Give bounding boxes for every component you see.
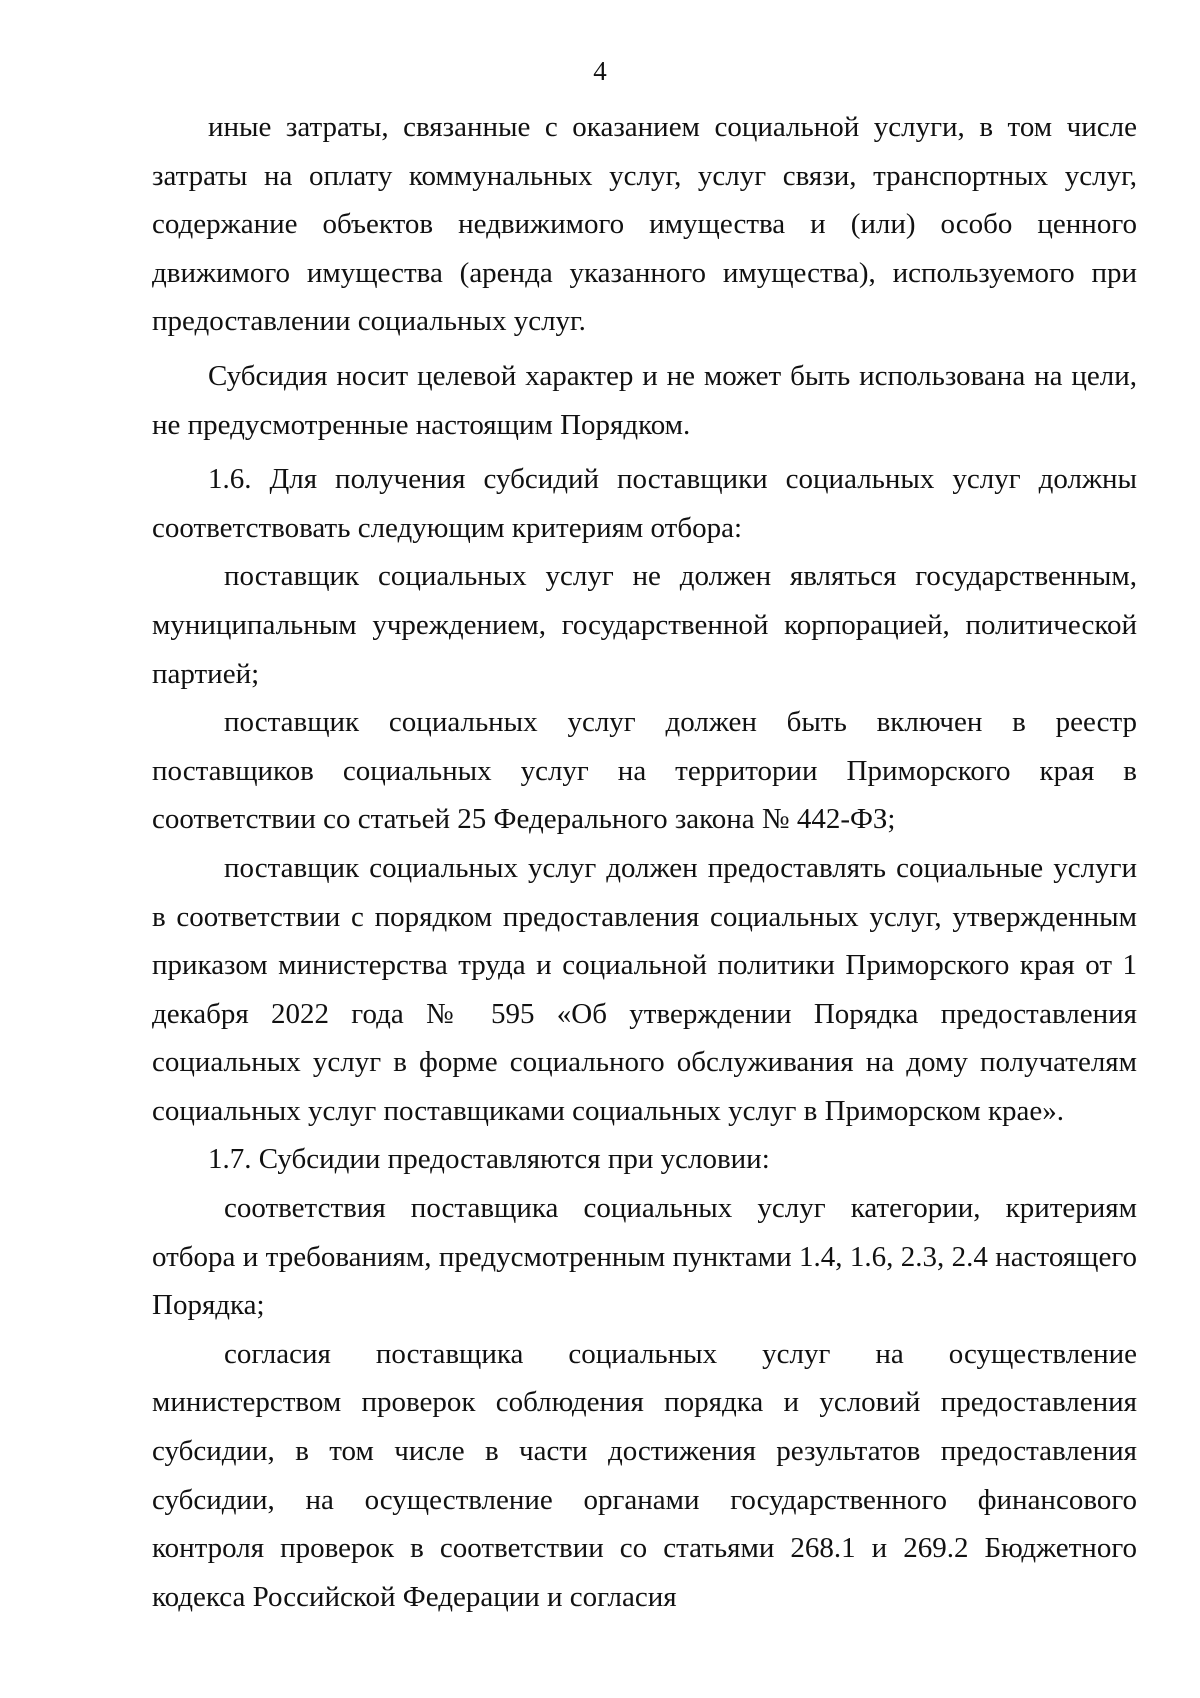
- paragraph-other-costs: иные затраты, связанные с оказанием социальной услуги, в том числе затраты на оплату коммунальных услуг, услуг связи, транспортных услуг, содержание объектов недвижимого имущества и (или) особо ценного движимого имущества (аренда указанного имущества), используемого при предоставлении социальных услуг.: [152, 111, 1137, 338]
- paragraph-subsidy-purpose: Субсидия носит целевой характер и не может быть использована на цели, не предусмотренные настоящим Порядком.: [152, 359, 1137, 441]
- paragraph-section-1-7: 1.7. Субсидии предоставляются при условии:: [208, 1143, 770, 1176]
- page-number: 4: [593, 56, 607, 86]
- paragraph-criterion-order: поставщик социальных услуг должен предоставлять социальные услуги в соответствии с порядком предоставления социальных услуг, утвержденным приказом министерства труда и социальной политики Приморского края от 1 декабря 2022 года № 595 «Об утверждении Порядка предоставления социальных услуг в форме социального обслуживания на дому получателям социальных услуг поставщиками социальных услуг в Приморском крае».: [152, 851, 1137, 1127]
- paragraph-criterion-registry: поставщик социальных услуг должен быть включен в реестр поставщиков социальных услуг на территории Приморского края в соответствии со статьей 25 Федерального закона № 442-ФЗ;: [152, 706, 1137, 836]
- paragraph-criterion-not-state: поставщик социальных услуг не должен являться государственным, муниципальным учреждением, государственной корпорацией, политической партией;: [152, 560, 1137, 690]
- document-body: [152, 103, 1137, 1621]
- paragraph-condition-compliance: соответствия поставщика социальных услуг категории, критериям отбора и требованиям, предусмотренным пунктами 1.4, 1.6, 2.3, 2.4 настоящего Порядка;: [152, 1192, 1137, 1322]
- paragraph-condition-consent: согласия поставщика социальных услуг на осуществление министерством проверок соблюдения порядка и условий предоставления субсидии, в том числе в части достижения результатов предоставления субсидии, на осуществление органами государственного финансового контроля проверок в соответствии со статьями 268.1 и 269.2 Бюджетного кодекса Российской Федерации и согласия: [152, 1337, 1137, 1613]
- paragraph-section-1-6: 1.6. Для получения субсидий поставщики социальных услуг должны соответствовать следующим критериям отбора:: [152, 463, 1137, 544]
